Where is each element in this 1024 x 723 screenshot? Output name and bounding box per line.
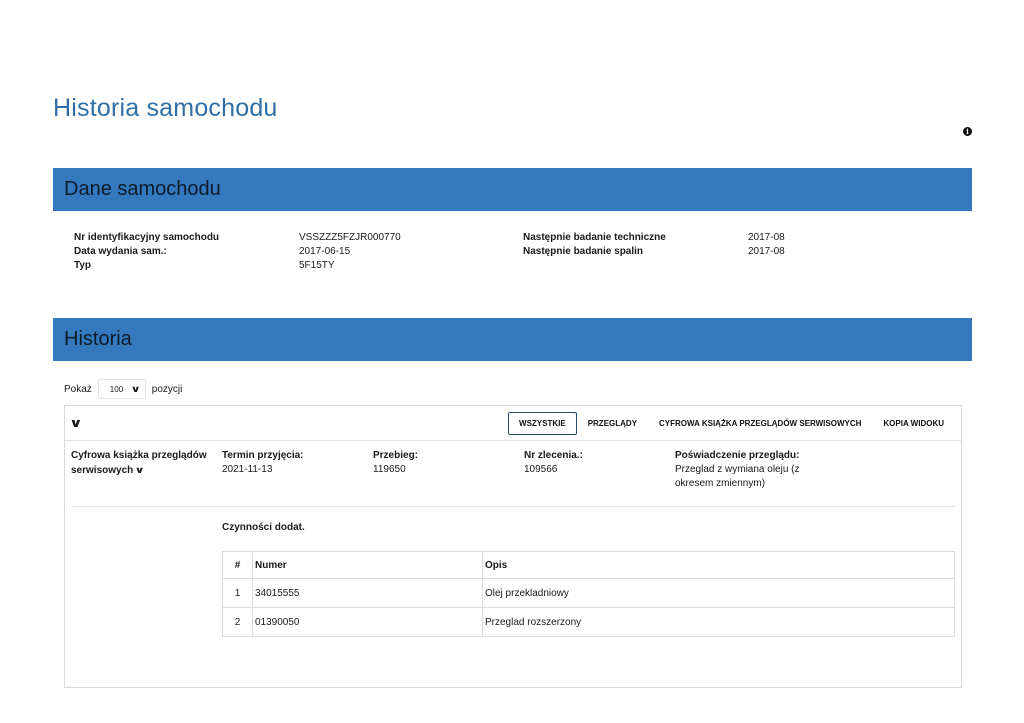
- entry-przebieg: [373, 449, 418, 477]
- header-opis: Opis: [483, 552, 955, 579]
- termin-value: 2021-11-13: [222, 464, 273, 475]
- info-icon[interactable]: i: [963, 127, 972, 136]
- issue-date-label: Data wydania sam.:: [74, 246, 167, 257]
- chevron-down-icon[interactable]: ∨: [134, 465, 145, 475]
- issue-date-value: 2017-06-15: [299, 246, 351, 257]
- zlecenie-value: 109566: [524, 464, 558, 475]
- table-header-row: [223, 552, 955, 579]
- collapse-all-chevron-icon[interactable]: ∨: [69, 416, 83, 430]
- vin-label: Nr identyfikacyjny samochodu: [74, 232, 220, 243]
- extra-activities-table: [222, 551, 955, 637]
- chevron-down-icon: ∨: [131, 383, 142, 394]
- extra-activities-title: Czynności dodat.: [222, 522, 305, 533]
- history-panel: [64, 405, 962, 688]
- page-size-suffix: pozycji: [151, 383, 183, 395]
- tab-view-copy[interactable]: KOPIA WIDOKU: [883, 419, 944, 428]
- section-header-historia: Historia: [53, 318, 972, 361]
- entry-category-line2-wrap: [71, 463, 207, 478]
- przebieg-value: 119650: [373, 464, 406, 475]
- page-size-prefix: Pokaż: [64, 383, 92, 395]
- entry-category-line2: serwisowych: [71, 465, 134, 476]
- type-label: Typ: [74, 260, 92, 271]
- page-size-select[interactable]: [98, 379, 146, 399]
- row-numer: 34015555: [253, 579, 483, 608]
- section-header-dane: Dane samochodu: [53, 168, 972, 211]
- poswiadczenie-line1: Przeglad z wymiana oleju (z: [675, 464, 800, 475]
- zlecenie-label: Nr zlecenia.:: [524, 450, 583, 461]
- next-exhaust-label: Następnie badanie spalin: [523, 246, 644, 257]
- row-num: 2: [223, 608, 253, 637]
- type-value: 5F15TY: [299, 260, 335, 271]
- next-exhaust-value: 2017-08: [748, 246, 785, 257]
- tab-all[interactable]: WSZYSTKIE: [508, 412, 577, 435]
- row-opis: Przeglad rozszerzony: [483, 608, 955, 637]
- page-title: Historia samochodu: [53, 94, 278, 122]
- entry-divider: [71, 506, 955, 507]
- next-tech-value: 2017-08: [748, 232, 785, 243]
- entry-termin: [222, 449, 304, 477]
- next-tech-label: Następnie badanie techniczne: [523, 232, 666, 243]
- filter-tabs: [508, 412, 955, 435]
- row-num: 1: [223, 579, 253, 608]
- row-numer: 01390050: [253, 608, 483, 637]
- poswiadczenie-label: Poświadczenie przeglądu:: [675, 450, 800, 461]
- entry-zlecenie: [524, 449, 583, 477]
- przebieg-label: Przebieg:: [373, 450, 419, 461]
- entry-category[interactable]: [71, 449, 207, 478]
- history-toolbar: [65, 406, 961, 441]
- tab-inspections[interactable]: PRZEGLĄDY: [587, 419, 638, 428]
- table-row: [223, 579, 955, 608]
- header-numer: Numer: [253, 552, 483, 579]
- page-size-control: [64, 379, 182, 399]
- vin-value: VSSZZZ5FZJR000770: [299, 232, 401, 243]
- page-size-value: 100: [109, 384, 124, 394]
- table-row: [223, 608, 955, 637]
- entry-category-line1: Cyfrowa książka przeglądów: [71, 450, 207, 461]
- row-opis: Olej przekladniowy: [483, 579, 955, 608]
- poswiadczenie-line2: okresem zmiennym): [675, 478, 766, 489]
- entry-poswiadczenie: [675, 449, 800, 491]
- tab-digital-service-book[interactable]: CYFROWA KSIĄŻKA PRZEGLĄDÓW SERWISOWYCH: [659, 419, 862, 428]
- termin-label: Termin przyjęcia:: [222, 450, 304, 461]
- header-num: #: [223, 552, 253, 579]
